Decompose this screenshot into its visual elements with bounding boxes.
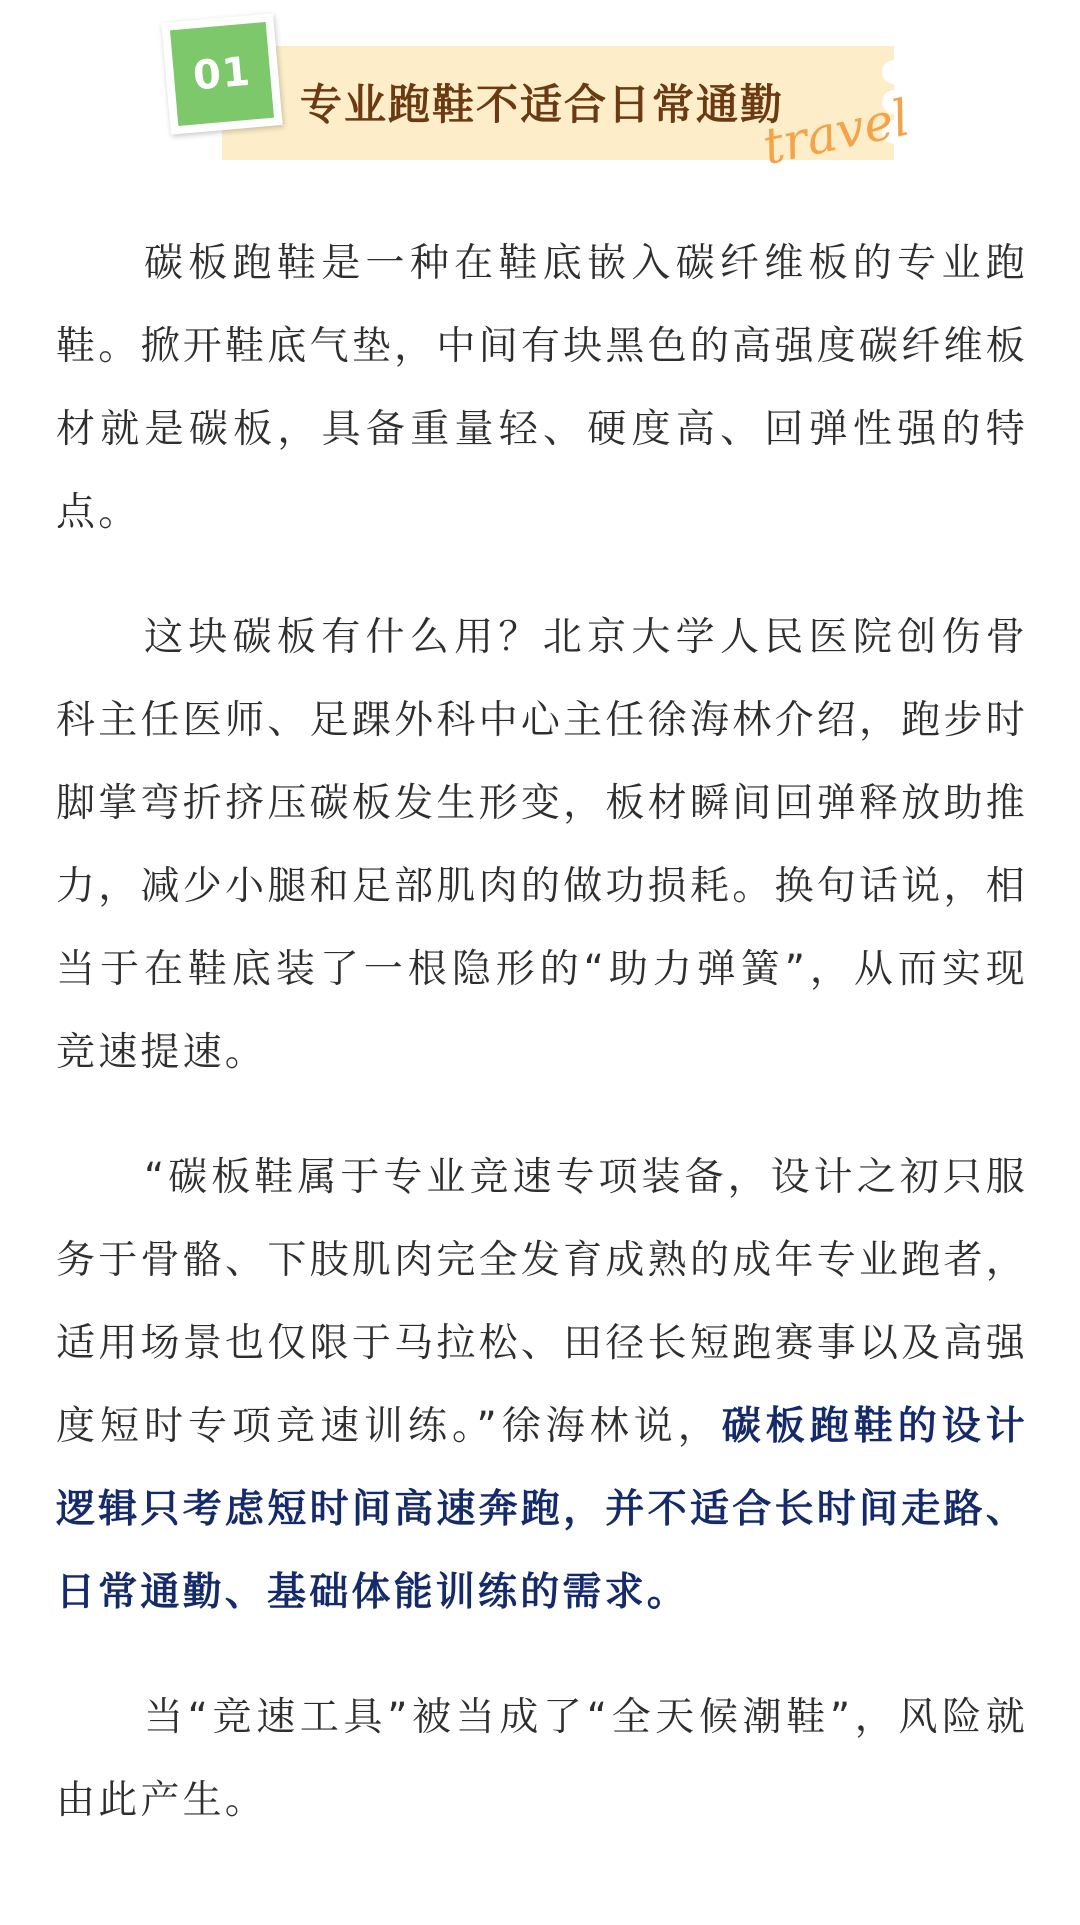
paragraph-carbon-plate-intro: 碳板跑鞋是一种在鞋底嵌入碳纤维板的专业跑鞋。掀开鞋底气垫，中间有块黑色的高强度碳纤维板材就是碳板，具备重量轻、硬度高、回弹性强的特点。 — [56, 241, 1028, 535]
expert-quote-lead: “碳板鞋属于专业竞速专项装备，设计之初只服务于骨骼、下肢肌肉完全发育成熟的成年专业跑者，适用场景也仅限于马拉松、田径长短跑赛事以及高强度短时专项竞速训练。”徐海林说， — [56, 1155, 1028, 1449]
section-number-badge-inner — [170, 22, 274, 126]
section-header — [0, 0, 1080, 200]
section-title: 专业跑鞋不适合日常通勤 — [300, 80, 785, 129]
expert-quote-highlight: 碳板跑鞋的设计逻辑只考虑短时间高速奔跑，并不适合长时间走路、日常通勤、基础体能训练的需求。 — [56, 1404, 1029, 1615]
article-body — [56, 222, 1028, 1842]
ribbon-notch — [882, 60, 906, 84]
paragraph-risk: 当“竞速工具”被当成了“全天候潮鞋”，风险就由此产生。 — [56, 1695, 1028, 1823]
section-number-badge — [161, 13, 282, 134]
section-number: 01 — [191, 48, 253, 100]
paragraph-expert-quote — [56, 1136, 1028, 1634]
paragraph-carbon-plate-function: 这块碳板有什么用？北京大学人民医院创伤骨科主任医师、足踝外科中心主任徐海林介绍，跑步时脚掌弯折挤压碳板发生形变，板材瞬间回弹释放助推力，减少小腿和足部肌肉的做功损耗。换句话说，相当于在鞋底装了一根隐形的“助力弹簧”，从而实现竞速提速。 — [56, 615, 1028, 1075]
travel-script-decoration: travel — [757, 88, 915, 176]
